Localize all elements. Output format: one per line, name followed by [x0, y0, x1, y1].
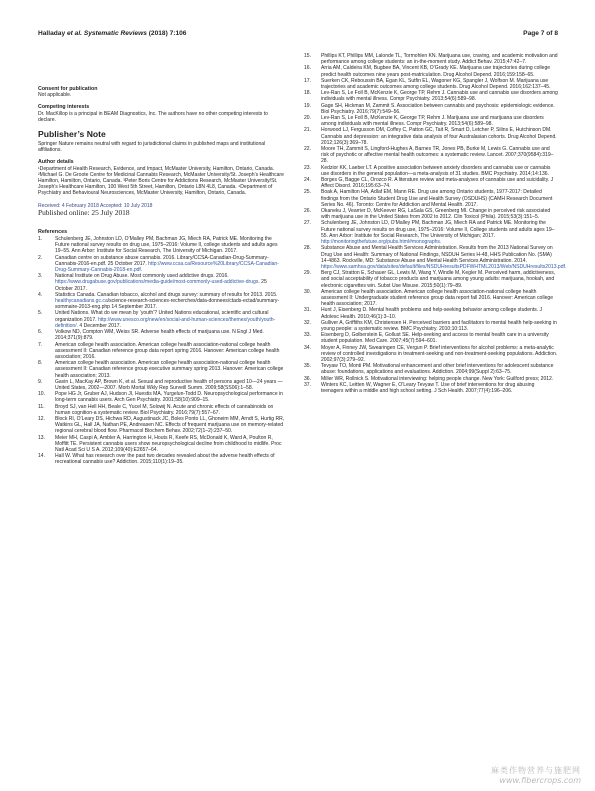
reference-number: 11. — [38, 403, 45, 410]
reference-number: 18. — [304, 90, 312, 97]
reference-item — [38, 292, 286, 311]
references-list-left — [38, 236, 286, 466]
reference-text: Tevyaw TO, Monti PM. Motivational enhancement and other brief interventions for adolescent substance abuse: foundations, applications and evaluations. Addiction. 2004;99(Suppl 2):63–75. — [321, 363, 554, 376]
reference-item — [38, 342, 286, 361]
author-details-body: ¹Department of Health Research, Evidence, and Impact, McMaster University, Hamilton, Ontario, Canada. ²Michael G. De Groote Centre for Medicinal Cannabis Research, McMaster University/St. Joseph’s Healthcare Hamilton, Hamilton, Ontario, Canada. ³Peter Boris Centre for Addictions Research, McMaster University/St. Joseph’s Healthcare Hamilton, 100 West 5th Street, Hamilton, Ontario L8N 4L8, Canada. ⁴Department of Psychiatry and Behavioural Neurosciences, McMaster University, Hamilton, Ontario, Canada. — [38, 165, 284, 197]
reference-number: 5. — [38, 310, 43, 317]
reference-text: Broyd SJ, van Hell HH, Beale C, Yucel M, Solowij N. Acute and chronic effects of cannabinoids on human cognition-a systematic review. Biol Psychiatry. 2016;79(7):557–67. — [55, 403, 274, 416]
reference-text: Schulenberg JE, Johnston LD, O’Malley PM, Bachman JG, Miech RA, Patrick ME. Monitoring the Future national survey results on drug use, 1975–2016: Volume II, college students and adults ages 19–55. Ann Arbor: Institute for Social Research, The University of Michigan. 2017. — [55, 236, 278, 255]
published-online: Published online: 25 July 2018 — [38, 207, 130, 217]
reference-number: 27. — [304, 220, 312, 227]
reference-number: 9. — [38, 378, 43, 385]
reference-text: Winters KC, Leitten W, Wagner E, O’Leary Tevyaw T. Use of brief interventions for drug abusing teenagers within a middle and high school setting. J Sch Health. 2007;77(4):196–206. — [321, 381, 535, 394]
reference-text: Block RI, O’Leary DS, Hichwa RD, Augustinack JC, Boles Ponto LL, Ghoneim MM, Arndt S, Hurtig RR, Watkins GL, Hall JA, Nathan PE, Andreasen NC. Effects of frequent marijuana use on memory-related regional cerebral blood flow. Pharmacol Biochem Behav. 2002;72(1–2):237–50. — [55, 415, 285, 435]
reference-item — [304, 307, 558, 319]
page-number: Page 7 of 8 — [523, 30, 558, 37]
reference-item — [38, 360, 286, 379]
watermark — [491, 765, 581, 785]
reference-text: Phillips KT, Phillips MM, Lalonde TL, Tormohlen KN. Marijuana use, craving, and academic motivation and performance among college students: an in-the-moment study. Addict Behav. 2015;47:42–7. — [321, 53, 558, 66]
reference-item — [38, 453, 286, 465]
reference-number: 34. — [304, 344, 312, 351]
reference-number: 35. — [304, 363, 312, 370]
reference-number: 17. — [304, 77, 312, 84]
reference-item — [304, 189, 558, 208]
reference-text: Boak A, Hamilton HA, Adlaf EM, Mann RE. Drug use among Ontario students, 1977-2017: Detailed findings from the Ontario Student Drug Use and Health Survey (OSDUHS) (CAMH Research Document Series No. 46). Toronto: Centre for Addiction and Mental Health. 2017. — [321, 189, 553, 208]
page-header — [38, 30, 558, 38]
reference-item — [304, 289, 558, 308]
competing-title: Competing interests — [38, 104, 90, 111]
reference-number: 8. — [38, 360, 43, 367]
reference-number: 4. — [38, 291, 43, 298]
reference-item — [304, 245, 567, 270]
reference-item — [304, 177, 558, 189]
author-details-title: Author details — [38, 159, 74, 166]
reference-number: 28. — [304, 245, 312, 252]
reference-item — [38, 310, 286, 329]
reference-item — [38, 435, 286, 454]
reference-item — [304, 90, 558, 102]
reference-number: 26. — [304, 208, 312, 215]
reference-number: 24. — [304, 177, 312, 184]
reference-item — [38, 255, 286, 274]
reference-text: National Institute on Drug Abuse. Most commonly used addictive drugs. 2016. — [55, 273, 229, 280]
reference-tail: 25 October 2017. — [55, 279, 267, 292]
reference-text: Moore TH, Zammit S, Lingford-Hughes A, Barnes TR, Jones PB, Burke M, Lewis G. Cannabis use and risk of psychotic or affective mental health outcomes: a systematic review. Lancet. 2007;370(9584):319–28. — [321, 146, 554, 165]
reference-number: 20. — [304, 115, 312, 122]
reference-number: 6. — [38, 329, 43, 336]
reference-text: Volkow ND, Compton WM, Weiss SR. Adverse health effects of marijuana use. N Engl J Med. 2014;371(9):879. — [55, 329, 264, 342]
reference-text: Hall W. What has research over the past two decades revealed about the adverse health effects of recreational cannabis use? Addiction. 2015;110(1):19–35. — [55, 453, 275, 466]
reference-link[interactable]: http://www.ccsa.ca/Resource%20Library/CCSA-Canadian-Drug-Summary-Cannabis-2018-en.pdf. — [55, 260, 279, 274]
left-column — [38, 86, 286, 466]
consent-title: Consent for publication — [38, 86, 98, 92]
reference-text: United Nations. What do we mean by ‘youth’? United Nations educational, scientific and cultural organization 2017. — [55, 310, 269, 323]
reference-text: Okaneku J, Vearrier D, McKeever RG, LaSala GS, Greenberg MI. Change in perceived risk associated with marijuana use in the United States from 2002 to 2012. Clin Toxicol (Phila). 2015;53(3):151–5. — [321, 208, 551, 221]
reference-item — [38, 236, 286, 255]
reference-item — [304, 320, 558, 332]
reference-number: 10. — [38, 391, 46, 398]
reference-number: 23. — [304, 164, 312, 171]
publisher-note-body: Springer Nature remains neutral with regard to jurisdictional claims in published maps and institutional affiliations. — [38, 141, 266, 154]
reference-text: Statistics Canada. Canadian tobacco, alcohol and drugs survey: summary of results for 2013. 2015. — [55, 291, 278, 298]
reference-number: 12. — [38, 415, 46, 422]
reference-link[interactable]: https://www.samhsa.gov/data/sites/default/files/NSDUHresultsPDFWHTML2013/Web/NSDUHresults2013.pdf. — [321, 263, 567, 270]
reference-item — [304, 345, 558, 364]
reference-tail: /science-research-sciences-recherches/data-donnees/ctads-ectad/summary-sommaire-2013-eng.php 14 September 2017. — [55, 298, 280, 311]
reference-text: Suerken CK, Reboussin BA, Egan KL, Sutfin EL, Wagoner KG, Spangler J, Wolfson M. Marijuana use trajectories and academic outcomes among college students. Drug Alcohol Depend. 2016;162:137–45. — [321, 77, 551, 91]
reference-text: Substance Abuse and Mental Health Services Administration. Results from the 2013 National Survey on Drug Use and Health: Summary of National Findings, NSDUH Series H-48, HHS Publication No. (SMA) 14-4863. Rockville, MD: Substance Abuse and Mental Health Services Administration. 2014. — [321, 245, 553, 264]
reference-number: 36. — [304, 375, 312, 382]
reference-text: Pope HG Jr, Gruber AJ, Hudson JI, Huestis MA, Yurgelun-Todd D. Neuropsychological performance in long-term cannabis users. Arch Gen Psychiatry. 2001;58(10):909–15. — [55, 391, 283, 404]
references-title: References — [38, 228, 68, 235]
reference-item — [38, 273, 286, 292]
reference-link[interactable]: http://monitoringthefuture.org/pubs.html#monographs. — [321, 239, 442, 246]
reference-number: 30. — [304, 288, 312, 295]
reference-text: Meier MH, Caspi A, Ambler A, Harrington H, Houts R, Keefe RS, McDonald K, Ward A, Poulton R, Moffitt TE. Persistent cannabis users show neuropsychological decline from childhood to midlife. Proc Natl Acad Sci U S A. 2012;109(40):E2657–64. — [55, 434, 282, 453]
reference-text: Gage SH, Hickman M, Zammit S. Association between cannabis and psychosis: epidemiologic evidence. Biol Psychiatry. 2016;79(7):549–56. — [321, 102, 555, 115]
reference-text: American college health association. American college health association-national college health assessment II: Undergraduate student reference group data report fall 2016. Hanover: American college health association; 2017. — [321, 288, 554, 308]
reference-number: 33. — [304, 332, 312, 339]
publisher-note-title: Publisher’s Note — [38, 129, 106, 140]
right-column — [304, 53, 567, 394]
reference-item — [304, 115, 558, 127]
reference-number: 3. — [38, 273, 43, 280]
reference-item — [304, 78, 558, 90]
reference-number: 25. — [304, 189, 312, 196]
reference-text: Berg CJ, Stratton E, Schauer GL, Lewis M, Wang Y, Windle M, Kegler M. Perceived harm, addictiveness, and social acceptability of tobacco products and marijuana among young adults: marijuana, hookah, and electronic cigarettes win. Subst Use Misuse. 2015;50(1):79–89. — [321, 270, 556, 289]
reference-link[interactable]: https://www.drugabuse.gov/publications/media-guide/most-commonly-used-addictive-drugs. — [55, 279, 260, 286]
reference-number: 14. — [38, 453, 46, 460]
reference-text: Lev-Ran S, Le Foll B, McKenzie K, George TP, Rehm J. Cannabis use and cannabis use disorders among individuals with mental illness. Compr Psychiatry. 2013;54(6):589–98. — [321, 90, 558, 103]
reference-item — [304, 53, 558, 65]
reference-text: Moyer A, Finney JW, Swearingen CE, Vergun P. Brief interventions for alcohol problems: a meta-analytic review of controlled investigations in treatment-seeking and non-treatment-seeking populations. Addiction. 2002;97(3):279–92. — [321, 344, 558, 363]
reference-number: 37. — [304, 381, 312, 388]
reference-item — [304, 165, 558, 177]
reference-text: Gavin L, MacKay AP, Brown K, et al. Sexual and reproductive health of persons aged 10—24 years — United States, 2002—2007. Morb Mortal Wkly Rep Surveill Summ. 2009;58(SS06):1–58. — [55, 378, 283, 391]
reference-item — [304, 270, 558, 289]
reference-number: 32. — [304, 319, 312, 326]
reference-item — [304, 103, 558, 115]
reference-item — [304, 208, 558, 220]
consent-body: Not applicable. — [38, 92, 72, 99]
reference-item — [38, 379, 286, 391]
reference-text: Canadian centre on substance abuse cannabis. 2016. Library/CCSA-Canadian-Drug-Summary-Cannabis-2016-en.pdf. 25 October 2017. — [55, 254, 269, 267]
reference-text: American college health association. American college health association-national college health assessment II: Canadian reference group data report spring 2016. Hanover: American college health association; 2016. — [55, 341, 280, 360]
reference-text: Hunt J, Eisenberg D. Mental health problems and help-seeking behavior among college students. J Adolesc Health. 2010;46(1):3–10. — [321, 307, 543, 320]
reference-text: Lev-Ran S, Le Foll B, McKenzie K, George TP, Rehm J. Marijuana use and marijuana use disorders among individuals with mental illness. Compr Psychiatry. 2013;54(6):589–98. — [321, 115, 544, 128]
reference-number: 13. — [38, 434, 46, 441]
running-header: Halladay et al. Systematic Reviews (2018) 7:106 — [38, 30, 187, 37]
reference-text: Eisenberg D, Golberstein E, Gollust SE. Help-seeking and access to mental health care in a university student population. Med Care. 2007;45(7):594–601. — [321, 332, 549, 345]
reference-item — [38, 404, 286, 416]
reference-text: Gulliver A, Griffiths KM, Christensen H. Perceived barriers and facilitators to mental health help-seeking in young people: a systematic review. BMC Psychiatry. 2010;10:113. — [321, 319, 557, 332]
watermark-chinese: 麻类作物营养与施肥网 — [491, 766, 581, 775]
competing-body: Dr. MacKillop is a principal in BEAM Diagnostics, Inc. The authors have no other competing interests to declare. — [38, 110, 268, 123]
reference-text: Kedzior KK, Laeber LT. A positive association between anxiety disorders and cannabis use or cannabis use disorders in the general population—a meta-analysis of 31 studies. BMC Psychiatry. 2014;14:136. — [321, 164, 551, 177]
received-dates: Received: 4 February 2018 Accepted: 10 July 2018 — [38, 202, 153, 209]
reference-number: 2. — [38, 254, 43, 261]
reference-text: Horwood LJ, Fergusson DM, Coffey C, Patton GC, Tait R, Smart D, Letcher P, Silins E, Hutchinson DM. Cannabis and depression: an integrative data analysis of four Australasian cohorts. Drug Alcohol Depend. 2012;126(3):369–78. — [321, 127, 557, 146]
reference-text: Schulenberg JE, Johnston LD, O’Malley PM, Bachman JG, Miech RA and Patrick ME. Monitoring the Future national survey results on drug use, 1975–2016: Volume II, College students and adults ages 19–55. Ann Arbor: Institute for Social Research, The University of Michigan; 2017. — [321, 220, 555, 239]
reference-item — [38, 391, 286, 403]
reference-number: 31. — [304, 307, 312, 314]
reference-item — [304, 363, 558, 375]
reference-link[interactable]: http://www.unesco.org/new/en/social-and-human-sciences/themes/youth/youth-definition/. — [55, 316, 276, 329]
reference-text: American college health association. American college health association-national college health assessment II: Canadian reference group executive summary spring 2013. Hanover: American college health association; 2013. — [55, 360, 284, 379]
reference-number: 15. — [304, 53, 312, 59]
reference-item — [304, 127, 558, 146]
reference-text: Borges G, Bagge CL, Orozco R. A literature review and meta-analyses of cannabis use and suicidality. J Affect Disord. 2016;195:63–74. — [321, 177, 554, 190]
reference-number: 21. — [304, 127, 312, 134]
references-list-right — [304, 53, 567, 394]
reference-number: 22. — [304, 146, 312, 153]
reference-tail: 4 December 2017. — [78, 322, 121, 329]
reference-number: 7. — [38, 341, 43, 348]
reference-number: 19. — [304, 102, 312, 109]
reference-number: 29. — [304, 270, 312, 277]
reference-link[interactable]: healthycanadians.gc.ca — [55, 298, 108, 305]
reference-item — [304, 332, 558, 344]
reference-item — [304, 146, 558, 165]
reference-text: Miller WR, Rollnick S. Motivational interviewing: helping people change. New York: Guilford press; 2012. — [321, 375, 554, 382]
reference-item — [38, 329, 286, 341]
reference-number: 16. — [304, 65, 312, 72]
reference-text: Arria AM, Caldeira KM, Bugbee BA, Vincent KB, O’Grady KE. Marijuana use trajectories during college predict health outcomes nine years post-matriculation. Drug Alcohol Depend. 2016;159:158–65. — [321, 65, 551, 78]
reference-number: 1. — [38, 236, 43, 243]
reference-item — [304, 65, 558, 77]
watermark-url: www.fibercrops.com — [499, 776, 581, 785]
reference-item — [38, 416, 286, 435]
reference-item — [304, 220, 558, 245]
reference-item — [304, 382, 558, 394]
